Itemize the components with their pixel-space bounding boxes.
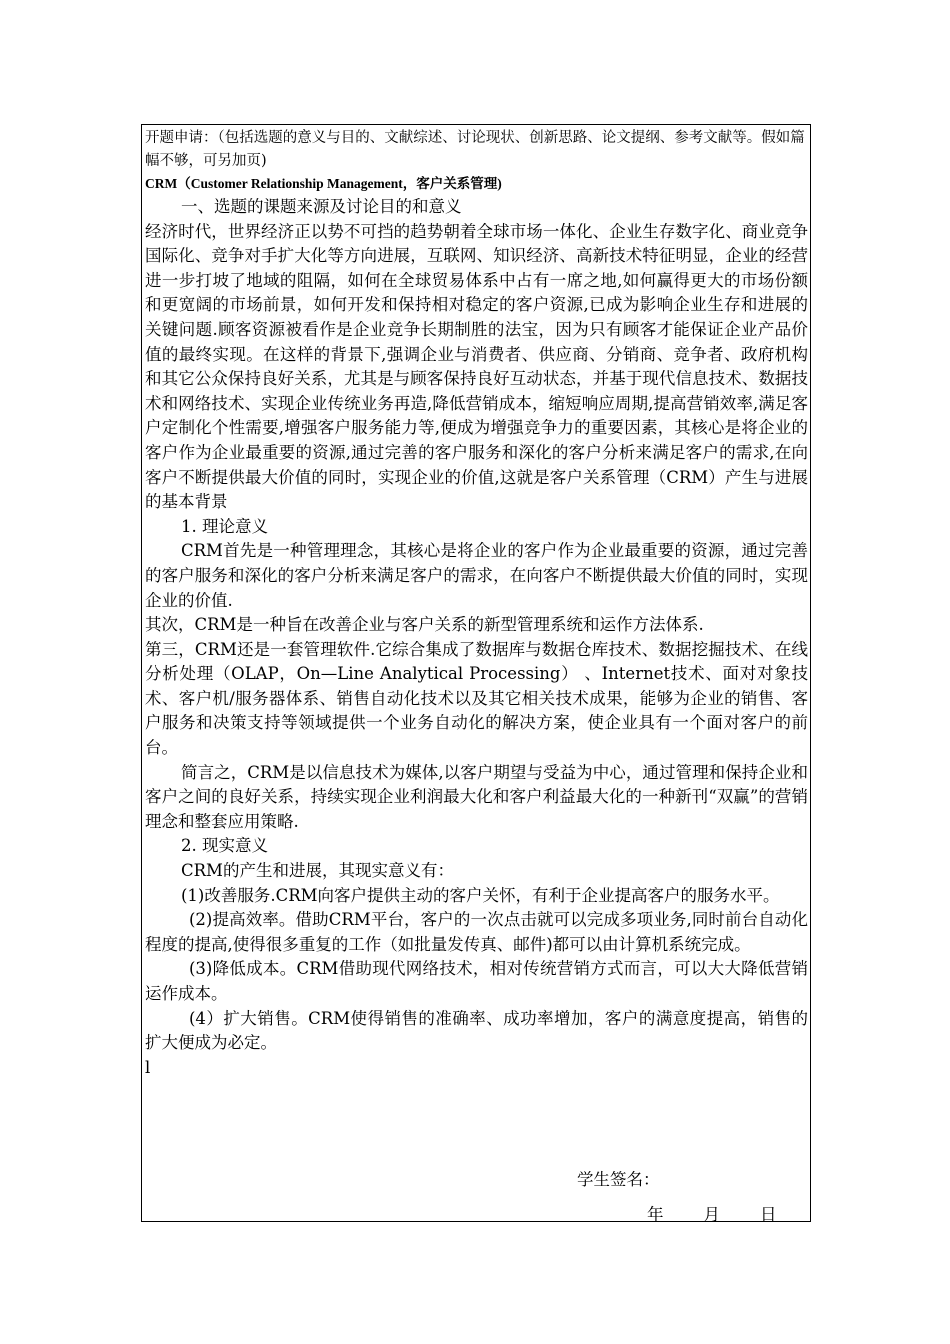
body-paragraph: (3)降低成本。CRM借助现代网络技术，相对传统营销方式而言，可以大大降低营销运作成本。 <box>145 959 808 1003</box>
form-subtitle: CRM（Customer Relationship Management，客户关系管理) <box>145 176 502 191</box>
body-paragraph: 2. 现实意义 <box>181 836 268 856</box>
body-paragraph: (1)改善服务.CRM向客户提供主动的客户关怀，有利于企业提高客户的服务水平。 <box>181 885 780 905</box>
date-line <box>647 1203 777 1222</box>
student-signature-label: 学生签名： <box>577 1170 660 1189</box>
proposal-body <box>145 195 808 1056</box>
form-header: 开题申请：（包括选题的意义与目的、文献综述、讨论现状、创新思路、论文提纲、参考文献等。假如篇幅不够，可另加页) <box>145 130 805 169</box>
day-label: 日 <box>760 1205 777 1222</box>
body-paragraph: (2)提高效率。借助CRM平台，客户的一次点击就可以完成多项业务,同时前台自动化程度的提高,使得很多重复的工作（如批量发传真、邮件)都可以由计算机系统完成。 <box>145 910 808 954</box>
body-paragraph: 一、选题的课题来源及讨论目的和意义 <box>181 197 462 216</box>
proposal-form-box <box>141 124 811 1222</box>
body-paragraph: CRM的产生和进展，其现实意义有： <box>181 861 454 881</box>
year-label: 年 <box>647 1205 664 1222</box>
month-label: 月 <box>703 1205 720 1222</box>
body-paragraph: (4）扩大销售。CRM使得销售的准确率、成功率增加，客户的满意度提高，销售的扩大便成为必定。 <box>145 1008 808 1053</box>
body-paragraph: 其次，CRM是一种旨在改善企业与客户关系的新型管理系统和运作方法体系. <box>145 615 704 635</box>
page-mark: l <box>145 1057 151 1077</box>
body-paragraph: 第三，CRM还是一套管理软件.它综合集成了数据库与数据仓库技术、数据挖掘技术、在线分析处理（OLAP，On—Line Analytical Processing） 、Internet技术、面对对象技术、客户机/服务器体系、销售自动化技术以及其它相关技术成果，能够为企业的销售、客户服务和决策支持等领域提供一个业务自动化的解决方案，使企业具有一个面对客户的前台。 <box>145 639 808 758</box>
body-paragraph: 简言之，CRM是以信息技术为媒体,以客户期望与受益为中心，通过管理和保持企业和客户之间的良好关系，持续实现企业利润最大化和客户利益最大化的一种新刊“双赢”的营销理念和整套应用策略. <box>145 762 808 831</box>
body-paragraph: 1. 理论意义 <box>181 516 268 536</box>
body-paragraph: CRM首先是一种管理理念，其核心是将企业的客户作为企业最重要的资源，通过完善的客户服务和深化的客户分析来满足客户的需求，在向客户不断提供最大价值的同时，实现企业的价值. <box>145 541 808 610</box>
body-paragraph: 经济时代，世界经济正以势不可挡的趋势朝着全球市场一体化、企业生存数字化、商业竞争国际化、竞争对手扩大化等方向进展，互联网、知识经济、高新技术特征明显，企业的经营进一步打坡了地域的阻隔，如何在全球贸易体系中占有一席之地,如何赢得更大的市场份额和更宽阔的市场前景，如何开发和保持相对稳定的客户资源,已成为影响企业生存和进展的关键问题.顾客资源被看作是企业竞争长期制胜的法宝，因为只有顾客才能保证企业产品价值的最终实现。在这样的背景下,强调企业与消费者、供应商、分销商、竞争者、政府机构和其它公众保持良好关系，尤其是与顾客保持良好互动状态，并基于现代信息技术、数据技术和网络技术、实现企业传统业务再造,降低营销成本，缩短响应周期,提高营销效率,满足客户定制化个性需要,增强客户服务能力等,便成为增强竞争力的重要因素，其核心是将企业的客户作为企业最重要的资源,通过完善的客户服务和深化的客户分析来满足客户的需求,在向客户不断提供最大价值的同时，实现企业的价值,这就是客户关系管理（CRM）产生与进展的基本背景 <box>145 221 808 512</box>
